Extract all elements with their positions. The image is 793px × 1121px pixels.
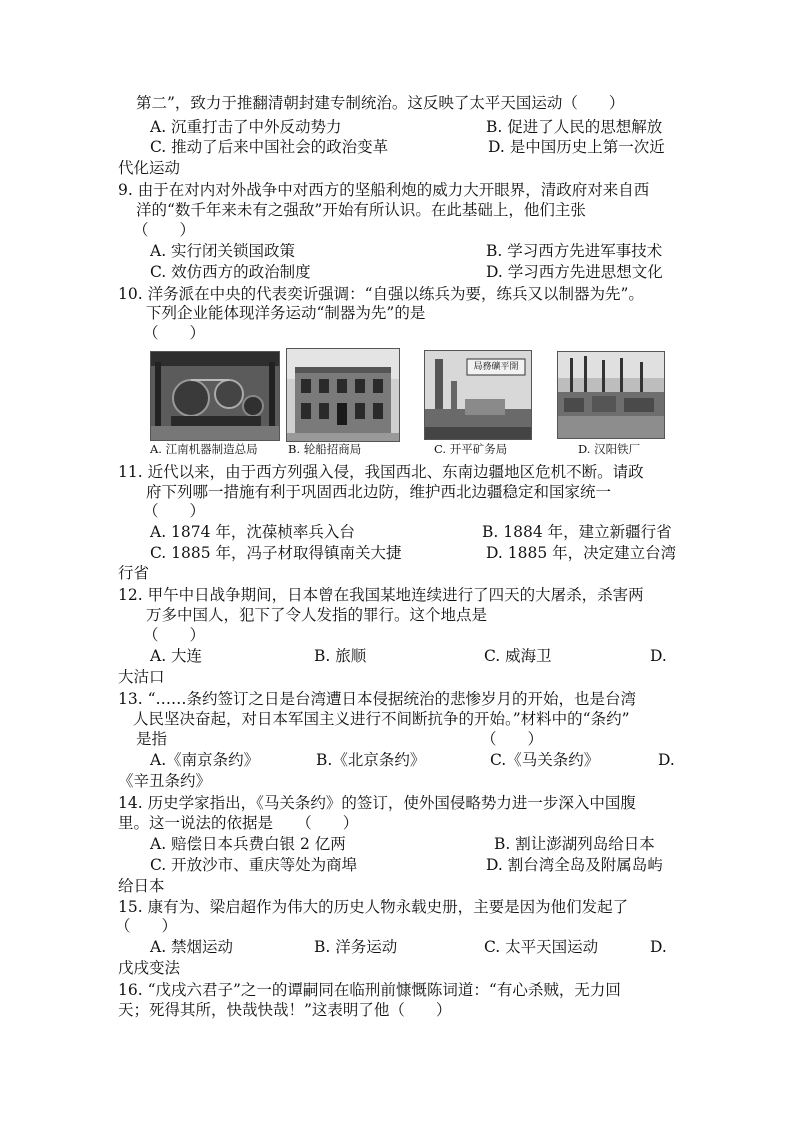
text-line: D. 割台湾全岛及附属岛屿 <box>486 856 663 874</box>
text-line: B.《北京条约》 <box>316 751 426 769</box>
hanyang-ironworks-photo <box>557 351 665 439</box>
text-line: C. 推动了后来中国社会的政治变革 <box>150 138 389 156</box>
jiangnan-arsenal-photo <box>150 351 280 441</box>
text-line: （ ） <box>115 917 178 935</box>
shipping-bureau-photo <box>286 348 400 442</box>
text-line: 里。这一说法的依据是 （ ） <box>118 814 359 832</box>
text-line: D. 是中国历史上第一次近 <box>488 138 665 156</box>
text-line: C. 1885 年，冯子材取得镇南关大捷 <box>150 544 402 562</box>
text-line: 13. “……条约签订之日是台湾遭日本侵据统治的悲惨岁月的开始，也是台湾 <box>118 690 637 708</box>
text-line: B. 洋务运动 <box>314 938 398 956</box>
text-line: 《辛丑条约》 <box>118 772 212 790</box>
text-line: （ ） <box>481 730 544 748</box>
text-line: D. <box>658 751 675 769</box>
text-line: C. 效仿西方的政治制度 <box>150 263 311 281</box>
text-line: 12. 甲午中日战争期间，日本曾在我国某地连续进行了四天的大屠杀，杀害两 <box>118 586 644 604</box>
photo-caption-a: A. 江南机器制造总局 <box>150 442 258 456</box>
text-line: D. <box>650 938 667 956</box>
text-line: A. 实行闭关锁国政策 <box>150 242 296 260</box>
text-line: C. 开放沙市、重庆等处为商埠 <box>150 856 358 874</box>
text-line: A. 1874 年，沈葆桢率兵入台 <box>150 523 355 541</box>
text-line: B. 割让澎湖列岛给日本 <box>494 835 655 853</box>
text-line: 大沽口 <box>118 668 165 686</box>
text-line: C. 太平天国运动 <box>484 938 599 956</box>
machinery-illustration <box>151 352 279 440</box>
text-line: A. 大连 <box>150 647 203 665</box>
building-illustration <box>287 349 399 441</box>
text-line: B. 促进了人民的思想解放 <box>486 118 663 136</box>
text-line: B. 1884 年，建立新疆行省 <box>482 523 672 541</box>
text-line: C. 威海卫 <box>484 647 552 665</box>
text-line: A. 沉重打击了中外反动势力 <box>150 118 342 136</box>
text-line: D. <box>650 647 667 665</box>
text-line: 15. 康有为、梁启超作为伟大的历史人物永载史册，主要是因为他们发起了 <box>118 898 629 916</box>
kaiping-mine-photo <box>424 350 532 440</box>
text-line: 下列企业能体现洋务运动“制器为先”的是 <box>146 304 426 322</box>
photo-caption-d: D. 汉阳铁厂 <box>578 442 641 456</box>
photo-caption-c: C. 开平矿务局 <box>434 442 508 456</box>
text-line: B. 旅顺 <box>314 647 367 665</box>
text-line: A.《南京条约》 <box>150 751 260 769</box>
text-line: 给日本 <box>118 877 165 895</box>
text-line: 16. “戊戌六君子”之一的谭嗣同在临刑前慷慨陈词道：“有心杀贼，无力回 <box>118 981 621 999</box>
text-line: 14. 历史学家指出，《马关条约》的签订，使外国侵略势力进一步深入中国腹 <box>118 794 636 812</box>
text-line: A. 禁烟运动 <box>150 938 234 956</box>
text-line: 11. 近代以来，由于西方列强入侵，我国西北、东南边疆地区危机不断。请政 <box>118 463 644 481</box>
text-line: D. 学习西方先进思想文化 <box>486 263 663 281</box>
text-line: B. 学习西方先进军事技术 <box>486 242 663 260</box>
text-line: C.《马关条约》 <box>490 751 600 769</box>
text-line: （ ） <box>143 324 206 342</box>
mine-sign-text: 局務礦平開 <box>473 362 519 372</box>
text-line: 万多中国人，犯下了令人发指的罪行。这个地点是 <box>146 606 488 624</box>
text-line: A. 赔偿日本兵费白银 2 亿两 <box>150 835 346 853</box>
ironworks-illustration <box>558 352 664 438</box>
text-line: 府下列哪一措施有利于巩固西北边防，维护西北边疆稳定和国家统一 <box>146 483 612 501</box>
text-line: 10. 洋务派在中央的代表奕䜣强调：“自强以练兵为要，练兵又以制器为先”。 <box>118 285 644 303</box>
text-line: 戊戌变法 <box>118 959 181 977</box>
photo-caption-b: B. 轮船招商局 <box>288 442 362 456</box>
text-line: 第二”，致力于推翻清朝封建专制统治。这反映了太平天国运动（ ） <box>136 94 625 112</box>
text-line: 行省 <box>118 564 150 582</box>
text-line: D. 1885 年，决定建立台湾 <box>486 544 677 562</box>
text-line: （ ） <box>133 221 196 239</box>
text-line: 是指 <box>136 730 168 748</box>
text-line: 天；死得其所，快哉快哉！”这表明了他（ ） <box>118 1001 452 1019</box>
text-line: 人民坚决奋起，对日本军国主义进行不间断抗争的开始。”材料中的“条约” <box>133 710 630 728</box>
text-line: 9. 由于在对内对外战争中对西方的坚船利炮的威力大开眼界，清政府对来自西 <box>118 181 650 199</box>
text-line: （ ） <box>143 626 206 644</box>
text-line: （ ） <box>143 502 206 520</box>
text-line: 代化运动 <box>118 159 181 177</box>
text-line: 洋的“数千年来未有之强敌”开始有所认识。在此基础上，他们主张 <box>136 201 586 219</box>
